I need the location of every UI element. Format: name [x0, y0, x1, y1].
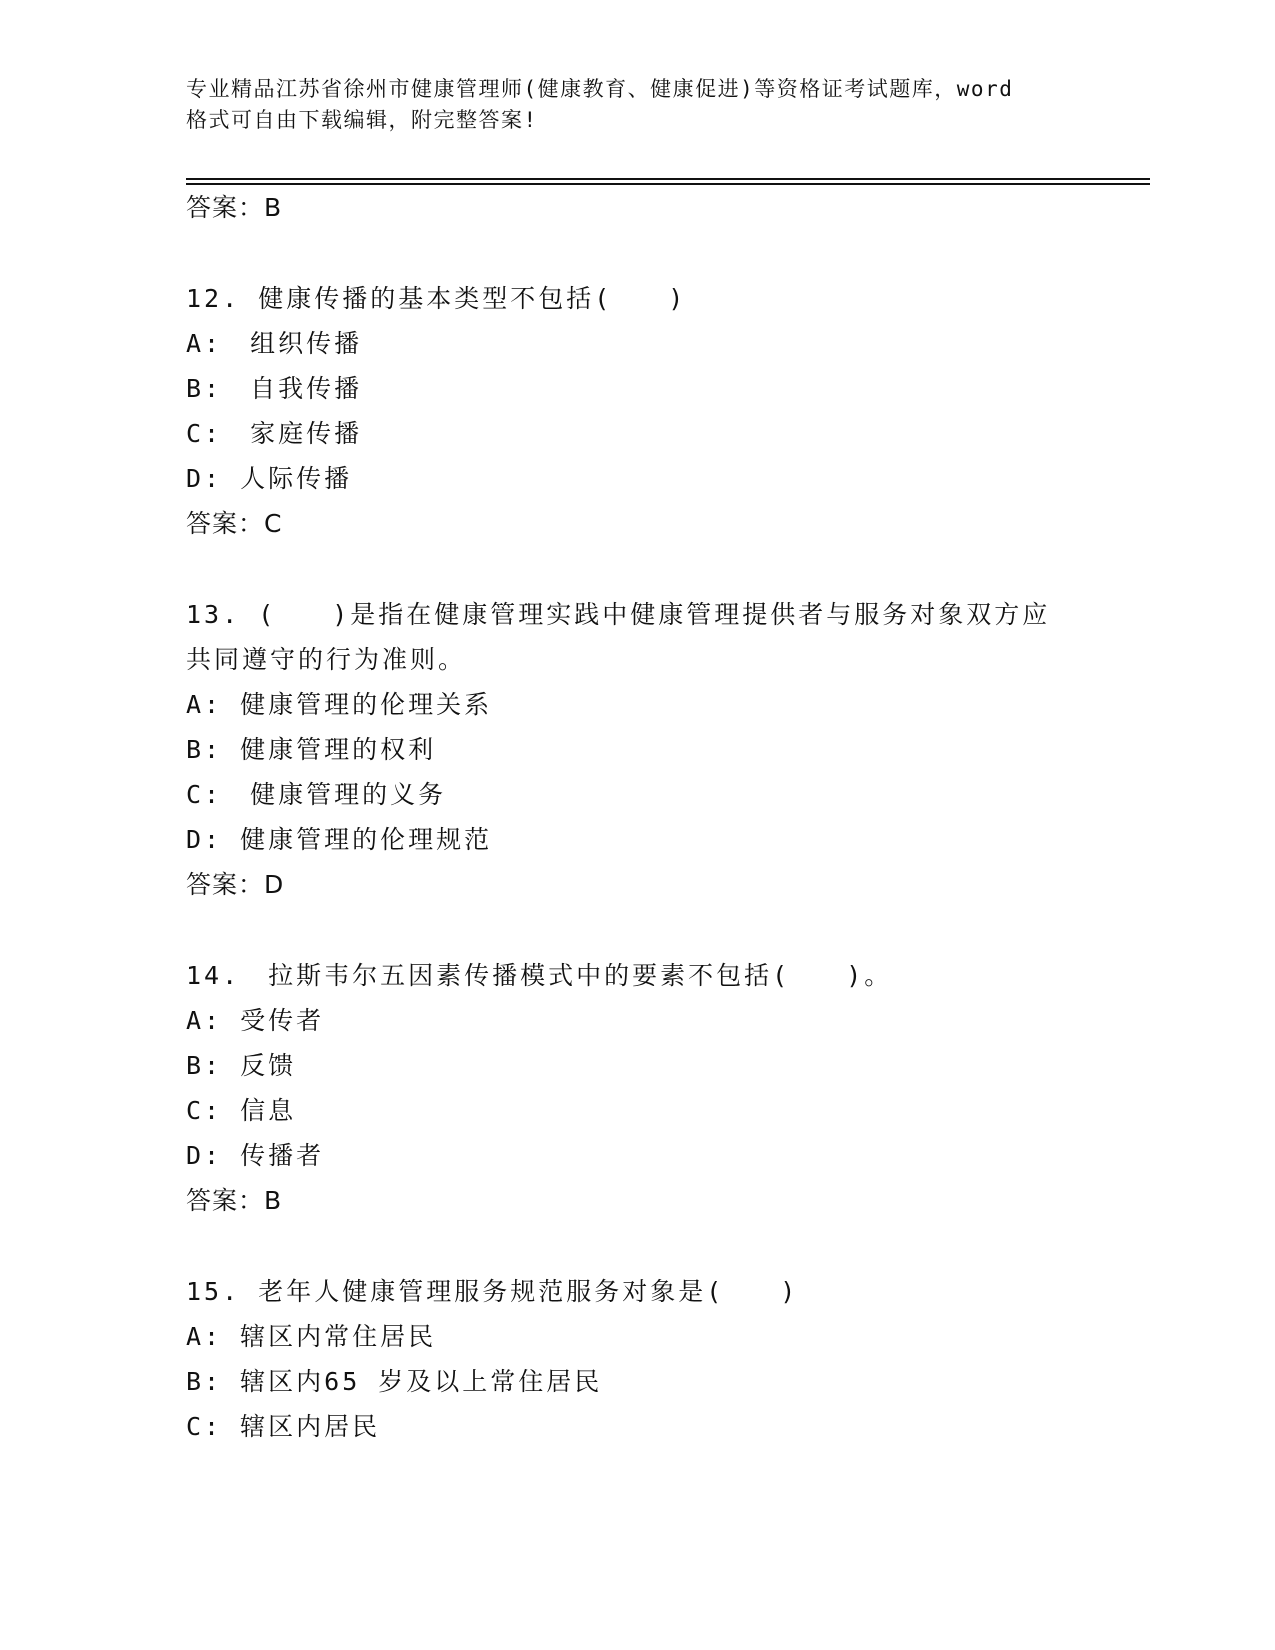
- question-12-text: 12. 健康传播的基本类型不包括( ): [186, 284, 687, 313]
- question-15-text: 15. 老年人健康管理服务规范服务对象是( ): [186, 1277, 799, 1306]
- question-13-option-c: C: 健康管理的义务: [186, 780, 447, 809]
- header-line-1: 专业精品江苏省徐州市健康管理师(健康教育、健康促进)等资格证考试题库，word: [186, 77, 1014, 101]
- document-header: [186, 74, 1086, 136]
- question-15-option-a: A: 辖区内常住居民: [186, 1322, 437, 1351]
- question-14-option-c: C: 信息: [186, 1096, 297, 1125]
- question-14-option-b: B: 反馈: [186, 1051, 297, 1080]
- question-12-option-a: A: 组织传播: [186, 329, 363, 358]
- question-13-option-b: B: 健康管理的权利: [186, 735, 437, 764]
- question-13-text-line-1: 13. ( )是指在健康管理实践中健康管理提供者与服务对象双方应: [186, 600, 1051, 629]
- question-14-option-a: A: 受传者: [186, 1006, 325, 1035]
- header-rule-top: [186, 178, 1150, 180]
- question-14-answer: 答案：B: [186, 1186, 283, 1215]
- question-15-option-b: B: 辖区内65 岁及以上常住居民: [186, 1367, 603, 1396]
- question-14-option-d: D: 传播者: [186, 1141, 325, 1170]
- question-14-text: 14. 拉斯韦尔五因素传播模式中的要素不包括( )。: [186, 961, 893, 990]
- question-15-option-c: C: 辖区内居民: [186, 1412, 381, 1441]
- header-rule-bottom: [186, 183, 1150, 185]
- question-12-answer: 答案：C: [186, 509, 283, 538]
- question-13-text-line-2: 共同遵守的行为准则。: [186, 645, 467, 674]
- question-12-option-c: C: 家庭传播: [186, 419, 363, 448]
- question-13-option-d: D: 健康管理的伦理规范: [186, 825, 493, 854]
- previous-answer: 答案：B: [186, 193, 283, 222]
- question-13-answer: 答案：D: [186, 870, 285, 899]
- question-13-option-a: A: 健康管理的伦理关系: [186, 690, 493, 719]
- question-12-option-d: D: 人际传播: [186, 464, 353, 493]
- question-12-option-b: B: 自我传播: [186, 374, 363, 403]
- header-line-2: 格式可自由下载编辑，附完整答案!: [186, 108, 538, 132]
